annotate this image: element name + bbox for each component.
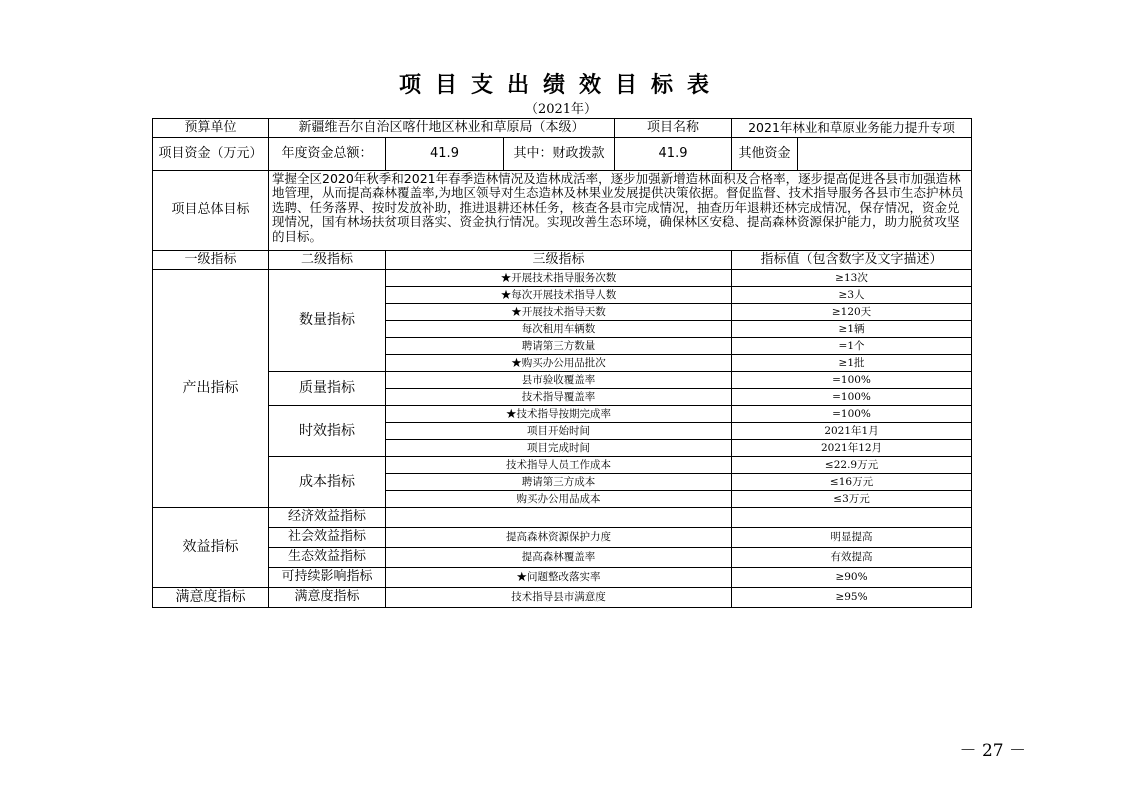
- timeliness-label: 时效指标: [269, 406, 386, 457]
- indicator-name: 提高森林覆盖率: [386, 548, 732, 568]
- table-row: [153, 406, 972, 423]
- goal-text: 掌握全区2020年秋季和2021年春季造林情况及造林成活率，逐步加强新增造林面积及合格率，逐步提高促进各县市加强造林地管理，从而提高森林覆盖率,为地区领导对生态造林及林果业发展提供决策依据。督促监督、技术指导服务各县市生态护林员选聘、任务落界、按时发放补助，推进退耕还林任务，核查各县市完成情况，抽查历年退耕还林完成情况，保存情况，资金兑现情况，国有林场扶贫项目落实、资金执行情况。实现改善生态环境，确保林区安稳、提高森林资源保护能力，助力脱贫攻坚的目标。: [269, 171, 972, 251]
- indicator-value: ≥1辆: [732, 321, 972, 338]
- table-row: [153, 457, 972, 474]
- indicator-value: ≥3人: [732, 287, 972, 304]
- fiscal-value: 41.9: [615, 138, 732, 171]
- col-value-header: 指标值（包含数字及文字描述）: [732, 251, 972, 270]
- table-row: [153, 548, 972, 568]
- indicator-value: 有效提高: [732, 548, 972, 568]
- indicator-name: ★技术指导按期完成率: [386, 406, 732, 423]
- page-title: 项目支出绩效目标表: [398, 73, 723, 98]
- indicator-name: 购买办公用品成本: [386, 491, 732, 508]
- cost-label: 成本指标: [269, 457, 386, 508]
- indicator-value: ≤3万元: [732, 491, 972, 508]
- indicator-name: 每次租用车辆数: [386, 321, 732, 338]
- indicator-name: 项目完成时间: [386, 440, 732, 457]
- unit-row: [153, 119, 972, 138]
- satisfaction-label: 满意度指标: [153, 588, 269, 608]
- col-level1-header: 一级指标: [153, 251, 269, 270]
- goal-row: [153, 171, 972, 251]
- indicator-name: 聘请第三方数量: [386, 338, 732, 355]
- benefit-label: 效益指标: [153, 508, 269, 588]
- other-funds-value: [798, 138, 972, 171]
- project-name-label: 项目名称: [615, 119, 732, 138]
- indicator-value: 2021年1月: [732, 423, 972, 440]
- satisfaction-level2: 满意度指标: [269, 588, 386, 608]
- performance-table: [152, 118, 972, 608]
- quality-label: 质量指标: [269, 372, 386, 406]
- indicator-value: 2021年12月: [732, 440, 972, 457]
- indicator-value: ≥13次: [732, 270, 972, 287]
- indicator-value: =100%: [732, 372, 972, 389]
- indicator-name: ★开展技术指导服务次数: [386, 270, 732, 287]
- goal-label: 项目总体目标: [153, 171, 269, 251]
- output-label: 产出指标: [153, 270, 269, 508]
- funds-label: 项目资金（万元）: [153, 138, 269, 171]
- table-row: [153, 270, 972, 287]
- benefit-level2: 可持续影响指标: [269, 568, 386, 588]
- indicator-name: ★问题整改落实率: [386, 568, 732, 588]
- table-row: [153, 588, 972, 608]
- table-row: [153, 372, 972, 389]
- unit-value: 新疆维吾尔自治区喀什地区林业和草原局（本级）: [269, 119, 615, 138]
- indicator-value: [732, 508, 972, 528]
- indicator-name: [386, 508, 732, 528]
- indicator-name: ★购买办公用品批次: [386, 355, 732, 372]
- column-header-row: [153, 251, 972, 270]
- indicator-name: 县市验收覆盖率: [386, 372, 732, 389]
- quantity-label: 数量指标: [269, 270, 386, 372]
- indicator-name: 技术指导覆盖率: [386, 389, 732, 406]
- fiscal-label: 其中：财政拨款: [504, 138, 615, 171]
- col-level3-header: 三级指标: [386, 251, 732, 270]
- annual-total-value: 41.9: [386, 138, 504, 171]
- indicator-name: 聘请第三方成本: [386, 474, 732, 491]
- year-subtitle: （2021年）: [524, 102, 598, 117]
- table-row: [153, 508, 972, 528]
- indicator-value: ≥1批: [732, 355, 972, 372]
- table-row: [153, 528, 972, 548]
- indicator-name: 项目开始时间: [386, 423, 732, 440]
- indicator-name: 技术指导人员工作成本: [386, 457, 732, 474]
- indicator-value: ≤16万元: [732, 474, 972, 491]
- indicator-value: ≤22.9万元: [732, 457, 972, 474]
- indicator-value: =100%: [732, 406, 972, 423]
- indicator-name: ★开展技术指导天数: [386, 304, 732, 321]
- annual-total-label: 年度资金总额：: [269, 138, 386, 171]
- unit-label: 预算单位: [153, 119, 269, 138]
- indicator-value: ≥95%: [732, 588, 972, 608]
- indicator-value: ≥120天: [732, 304, 972, 321]
- funds-row: [153, 138, 972, 171]
- indicator-name: 技术指导县市满意度: [386, 588, 732, 608]
- project-name-value: 2021年林业和草原业务能力提升专项: [732, 119, 972, 138]
- indicator-value: =100%: [732, 389, 972, 406]
- table-row: [153, 568, 972, 588]
- other-funds-label: 其他资金: [732, 138, 798, 171]
- benefit-level2: 生态效益指标: [269, 548, 386, 568]
- indicator-name: ★每次开展技术指导人数: [386, 287, 732, 304]
- indicator-name: 提高森林资源保护力度: [386, 528, 732, 548]
- indicator-value: =1个: [732, 338, 972, 355]
- benefit-level2: 经济效益指标: [269, 508, 386, 528]
- indicator-value: 明显提高: [732, 528, 972, 548]
- col-level2-header: 二级指标: [269, 251, 386, 270]
- indicator-value: ≥90%: [732, 568, 972, 588]
- page-number: － 27 －: [959, 741, 1026, 761]
- benefit-level2: 社会效益指标: [269, 528, 386, 548]
